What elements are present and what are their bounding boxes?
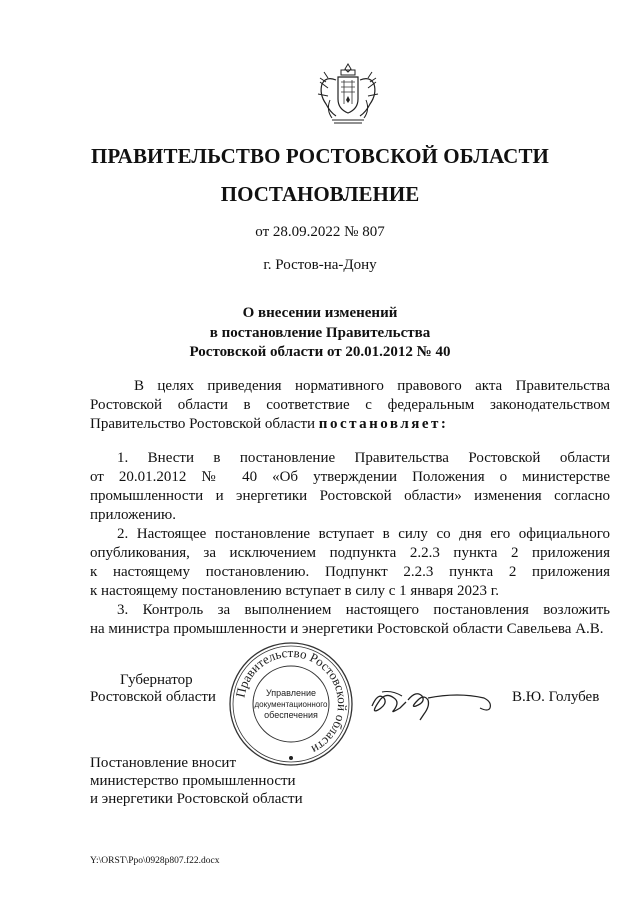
preamble-line: В целях приведения нормативного правового акта Правительства	[134, 378, 610, 394]
paragraph-line: 1. Внести в постановление Правительства Ростовской области	[117, 450, 610, 466]
title-line: О внесении изменений	[242, 305, 398, 321]
signatory-position: Губернатор	[120, 672, 193, 688]
stamp-inner-text: документационного	[254, 700, 328, 709]
paragraph-line: на министра промышленности и энергетики Ростовской области Савельева А.В.	[90, 621, 604, 637]
paragraph-line: от 20.01.2012 № 40 «Об утверждении Положения о министерстве	[90, 469, 610, 485]
title-line: в постановление Правительства	[209, 325, 431, 341]
paragraph-line: приложению.	[90, 507, 177, 523]
paragraph-line: к настоящему постановлению вступает в силу с 1 января 2023 г.	[90, 583, 499, 599]
resolves-word: постановляет:	[318, 416, 449, 432]
paragraph-line: 2. Настоящее постановление вступает в силу со дня его официального	[117, 526, 610, 542]
paragraph-line: к настоящему постановлению. Подпункт 2.2.3 пункта 2 приложения	[90, 564, 610, 580]
submitter-line: и энергетики Ростовской области	[90, 791, 303, 807]
signatory-name: В.Ю. Голубев	[512, 689, 600, 705]
paragraph-line: промышленности и энергетики Ростовской области» изменения согласно	[90, 488, 610, 504]
date-number: от 28.09.2022 № 807	[255, 224, 385, 240]
preamble-line	[90, 415, 610, 434]
handwritten-signature	[368, 676, 496, 722]
preamble-prefix: Правительство Ростовской области	[90, 416, 319, 432]
stamp-inner-text: обеспечения	[264, 710, 318, 720]
title-line: Ростовской области от 20.01.2012 № 40	[189, 344, 451, 360]
paragraph-line: 3. Контроль за выполнением настоящего постановления возложить	[117, 602, 610, 618]
official-stamp	[227, 640, 355, 768]
coat-of-arms-icon	[310, 60, 386, 128]
stamp-outer-text: Правительство Ростовской области	[232, 644, 351, 758]
file-path: Y:\ORST\Ppo\0928p807.f22.docx	[90, 856, 220, 866]
submitter-line: министерство промышленности	[90, 773, 296, 789]
city: г. Ростов-на-Дону	[263, 257, 377, 273]
paragraph-line: опубликования, за исключением подпункта 2.2.3 пункта 2 приложения	[90, 545, 610, 561]
signatory-position: Ростовской области	[90, 689, 216, 705]
document-type: ПОСТАНОВЛЕНИЕ	[220, 182, 420, 206]
organization-title: ПРАВИТЕЛЬСТВО РОСТОВСКОЙ ОБЛАСТИ	[91, 144, 549, 168]
submitter-line: Постановление вносит	[90, 755, 237, 771]
preamble-line: Ростовской области в соответствие с федеральным законодательством	[90, 397, 610, 413]
stamp-inner-text: Управление	[265, 688, 317, 698]
